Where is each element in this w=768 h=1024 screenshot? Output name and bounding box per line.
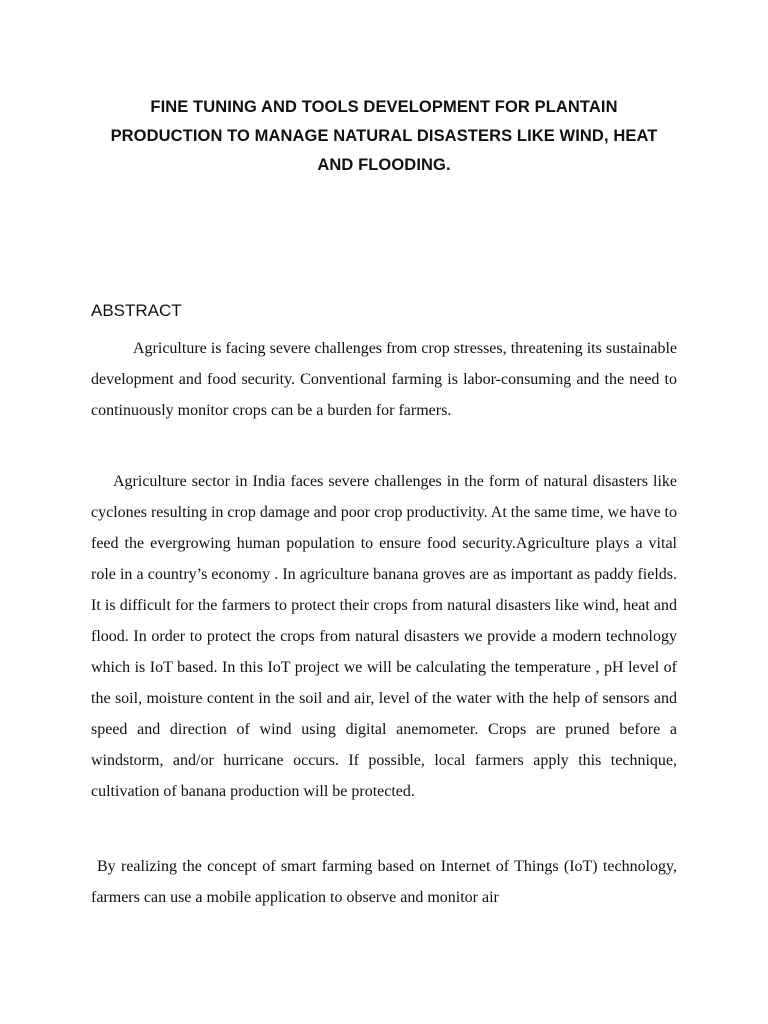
document-title: FINE TUNING AND TOOLS DEVELOPMENT FOR PLANTAIN PRODUCTION TO MANAGE NATURAL DISASTERS LIKE WIND, HEAT AND FLOODING. (110, 98, 658, 174)
abstract-paragraph-2: Agriculture sector in India faces severe challenges in the form of natural disasters like cyclones resulting in crop damage and poor crop productivity. At the same time, we have to feed the evergrowing human population to ensure food security.Agriculture plays a vital role in a country’s economy . In agriculture banana groves are as important as paddy fields. It is difficult for the farmers to protect their crops from natural disasters like wind, heat and flood. In order to protect the crops from natural disasters we provide a modern technology which is IoT based. In this IoT project we will be calculating the temperature , pH level of the soil, moisture content in the soil and air, level of the water with the help of sensors and speed and direction of wind using digital anemometer. Crops are pruned before a windstorm, and/or hurricane occurs. If possible, local farmers apply this technique, cultivation of banana production will be protected. (91, 473, 677, 800)
abstract-paragraph-3: By realizing the concept of smart farming based on Internet of Things (IoT) technology, farmers can use a mobile application to observe and monitor air (91, 858, 677, 906)
abstract-heading: ABSTRACT (91, 301, 182, 320)
abstract-paragraph-1: Agriculture is facing severe challenges from crop stresses, threatening its sustainable development and food security. Conventional farming is labor-consuming and the need to continuously monitor crops can be a burden for farmers. (91, 340, 677, 419)
